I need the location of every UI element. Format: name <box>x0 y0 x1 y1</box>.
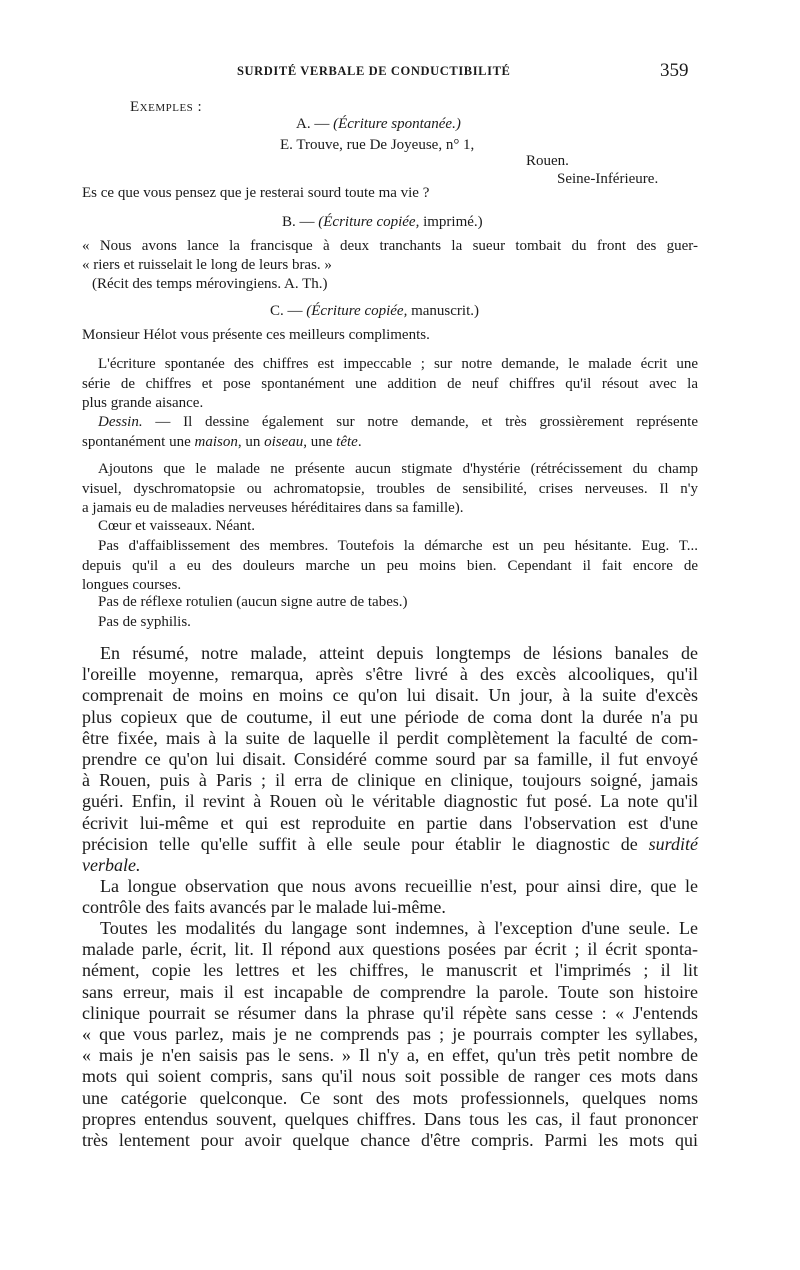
term-verbale: verbale. <box>82 855 141 876</box>
example-c-caption-italic: (Écriture copiée, <box>306 303 408 319</box>
example-c-caption-rest: manuscrit.) <box>411 303 479 319</box>
drawing-label: Dessin. <box>98 414 143 430</box>
example-b-line: « Nous avons lance la francisque à deux tranchants la sueur tombait du front des guer- <box>82 238 698 254</box>
note-text: spontanément une <box>82 433 195 450</box>
body-line: à Rouen, puis à Paris ; il erra de clinique en clinique, toujours soigné, jamais <box>82 770 698 791</box>
body-paragraph-summary <box>82 643 698 876</box>
note-line: a jamais eu de maladies nerveuses héréditaires dans sa famille). <box>82 500 464 516</box>
example-a-line: Seine-Inférieure. <box>557 171 659 187</box>
examples-heading: Exemples : <box>130 99 203 115</box>
example-c-line: Monsieur Hélot vous présente ces meilleurs compliments. <box>82 327 430 343</box>
body-line: La longue observation que nous avons recueillie n'est, pour ainsi dire, que le <box>100 876 698 896</box>
example-b-label: B. — <box>282 214 315 230</box>
body-line: contrôle des faits avancés par le malade lui-même. <box>82 897 446 918</box>
body-line: « que vous parlez, mais je ne comprends pas ; je pourrais compter les syllabes, <box>82 1024 698 1045</box>
note-paragraph-digits <box>82 355 698 414</box>
word-maison: maison <box>194 433 238 450</box>
example-a-label: A. — <box>296 116 330 132</box>
note-text: , une <box>303 433 337 450</box>
body-line: être fixée, mais à la suite de laquelle il perdit complètement la faculté de com- <box>82 727 698 748</box>
body-line: Toutes les modalités du langage sont indemnes, à l'exception d'une seule. Le <box>100 918 698 938</box>
word-oiseau: oiseau <box>264 433 304 450</box>
body-line: sans erreur, mais il est incapable de comprendre la parole. Toute son histoire <box>82 981 698 1002</box>
example-a-caption-text: (Écriture spontanée.) <box>333 116 461 132</box>
note-paragraph-reflex <box>82 593 698 632</box>
body-line: plus copieux que de coutume, il eut une période de coma dont la durée n'a pu <box>82 706 698 727</box>
note-line: depuis qu'il a eu des douleurs marche un peu moins bien. Cependant il fait encore de <box>82 557 698 574</box>
running-title: SURDITÉ VERBALE DE CONDUCTIBILITÉ <box>237 64 511 78</box>
note-paragraph-hysteria <box>82 460 698 519</box>
note-text: , un <box>237 433 265 450</box>
body-line <box>82 834 698 855</box>
example-a-line: Es ce que vous pensez que je resterai sourd toute ma vie ? <box>82 185 430 201</box>
body-line: une catégorie quelconque. Ce sont des mots professionnels, quelques noms <box>82 1087 698 1108</box>
body-line: En résumé, notre malade, atteint depuis longtemps de lésions banales de <box>100 643 698 663</box>
note-text: — Il dessine également sur notre demande, et très grossièrement représente <box>142 414 698 430</box>
body-line: « mais je n'en saisis pas le sens. » Il n'y a, en effet, qu'un très petit nombre de <box>82 1045 698 1066</box>
body-line: clinique pourrait se résumer dans la phrase qu'il répète sans cesse : « J'entends <box>82 1002 698 1023</box>
body-line: comprenait de moins en moins ce qu'on lui disait. Un jour, à la suite d'excès <box>82 685 698 706</box>
body-line: l'oreille moyenne, remarqua, après s'être livré à des excès alcooliques, qu'il <box>82 664 698 685</box>
example-b-line: « riers et ruisselait le long de leurs bras. » <box>82 257 332 273</box>
note-line: Ajoutons que le malade ne présente aucun stigmate d'hystérie (rétrécissement du champ <box>98 461 698 477</box>
note-line: Pas d'affaiblissement des membres. Toutefois la démarche est un peu hésitante. Eug. T... <box>98 538 698 554</box>
example-a-line: Rouen. <box>526 153 569 169</box>
example-c-label: C. — <box>270 303 303 319</box>
body-line: prendre ce qu'on lui disait. Considéré comme sourd par sa famille, il fut envoyé <box>82 749 698 770</box>
body-text: précision telle qu'elle suffit à elle seule pour établir le diagnostic de <box>82 833 649 854</box>
note-line: Pas de syphilis. <box>98 613 191 630</box>
note-paragraph-drawing <box>82 413 698 452</box>
page-number: 359 <box>660 60 689 81</box>
example-a-caption <box>296 115 461 135</box>
note-text: . <box>357 433 362 450</box>
body-line: nément, copie les lettres et les chiffres, le manuscrit et l'imprimés ; il lit <box>82 960 698 981</box>
body-line: très lentement pour avoir quelque chance d'être compris. Parmi les mots qui <box>82 1130 698 1151</box>
body-paragraph-observation <box>82 876 698 918</box>
example-b-caption-rest: imprimé.) <box>423 214 483 230</box>
note-paragraph-limbs <box>82 537 698 596</box>
body-line: propres entendus souvent, quelques chiffres. Dans tous les cas, il faut prononcer <box>82 1108 698 1129</box>
note-line: Cœur et vaisseaux. Néant. <box>98 518 256 534</box>
body-paragraph-language <box>82 918 698 1151</box>
note-line: visuel, dyschromatopsie ou achromatopsie, troubles de sensibilité, crises nerveuses. Il n'y <box>82 480 698 497</box>
term-surdite: surdité <box>648 833 698 854</box>
note-line <box>82 433 698 453</box>
body-line: malade parle, écrit, lit. Il répond aux questions posées par écrit ; il écrit sponta- <box>82 939 698 960</box>
example-b-caption <box>282 213 483 233</box>
example-b-caption-italic: (Écriture copiée, <box>318 214 420 230</box>
note-line: L'écriture spontanée des chiffres est impeccable ; sur notre demande, le malade écrit une <box>98 356 698 372</box>
note-line: longues courses. <box>82 577 182 593</box>
note-line <box>82 413 698 433</box>
word-tete: tête <box>336 433 358 450</box>
example-b-line: (Récit des temps mérovingiens. A. Th.) <box>92 276 328 292</box>
note-line: série de chiffres et pose spontanément une addition de neuf chiffres qu'il résout avec la <box>82 375 698 392</box>
example-c-caption <box>270 302 479 322</box>
body-line: mots qui soient compris, sans qu'il nous soit possible de ranger ces mots dans <box>82 1066 698 1087</box>
note-line: plus grande aisance. <box>82 395 204 411</box>
note-line: Pas de réflexe rotulien (aucun signe autre de tabes.) <box>98 594 408 610</box>
body-line: guéri. Enfin, il revint à Rouen où le véritable diagnostic fut posé. La note qu'il <box>82 791 698 812</box>
body-line: écrivit lui-même et qui est reproduite en partie dans l'observation est d'une <box>82 812 698 833</box>
note-paragraph-heart <box>82 517 698 537</box>
example-a-line: E. Trouve, rue De Joyeuse, n° 1, <box>280 137 475 153</box>
